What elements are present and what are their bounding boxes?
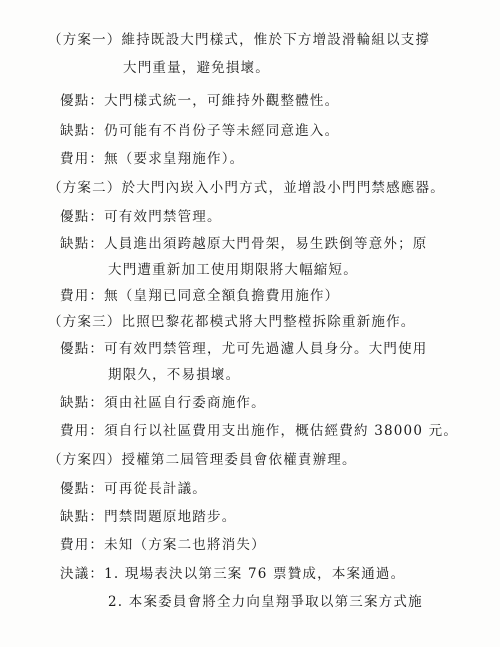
option-2-cost: 費用：無（皇翔已同意全額負擔費用施作） bbox=[60, 288, 340, 304]
option-4-heading: （方案四）授權第二屆管理委員會依權責辦理。 bbox=[48, 452, 357, 468]
option-2-cons: 缺點：人員進出須跨越原大門骨架，易生跌倒等意外；原 bbox=[60, 236, 428, 252]
resolution-1: 決議：1. 現場表決以第三案 76 票贊成，本案通過。 bbox=[60, 566, 406, 582]
option-3-pros-continued: 期限久，不易損壞。 bbox=[108, 367, 241, 383]
option-2-heading: （方案二）於大門內崁入小門方式，並增設小門門禁感應器。 bbox=[48, 180, 445, 196]
option-4-cons: 缺點：門禁問題原地踏步。 bbox=[60, 509, 237, 525]
option-3-pros: 優點：可有效門禁管理，尤可先過濾人員身分。大門使用 bbox=[60, 341, 428, 357]
option-1-heading-continued: 大門重量，避免損壞。 bbox=[123, 60, 270, 76]
option-1-cost: 費用：無（要求皇翔施作）。 bbox=[60, 151, 245, 167]
option-3-cost: 費用：須自行以社區費用支出施作，概估經費約 38000 元。 bbox=[60, 423, 459, 439]
option-3-cons: 缺點：須由社區自行委商施作。 bbox=[60, 395, 266, 411]
option-1-heading: （方案一）維持既設大門樣式，惟於下方增設滑輪組以支撐 bbox=[48, 32, 431, 48]
option-4-cost: 費用：未知（方案二也將消失） bbox=[60, 537, 266, 553]
option-1-cons: 缺點：仍可能有不肖份子等未經同意進入。 bbox=[60, 123, 340, 139]
option-1-pros: 優點：大門樣式統一，可維持外觀整體性。 bbox=[60, 93, 340, 109]
option-2-cons-continued: 大門遭重新加工使用期限將大幅縮短。 bbox=[108, 262, 358, 278]
option-2-pros: 優點：可有效門禁管理。 bbox=[60, 209, 222, 225]
resolution-2: 2. 本案委員會將全力向皇翔爭取以第三案方式施 bbox=[108, 594, 423, 610]
option-3-heading: （方案三）比照巴黎花都模式將大門整樘拆除重新施作。 bbox=[48, 314, 416, 330]
option-4-pros: 優點：可再從長計議。 bbox=[60, 481, 207, 497]
